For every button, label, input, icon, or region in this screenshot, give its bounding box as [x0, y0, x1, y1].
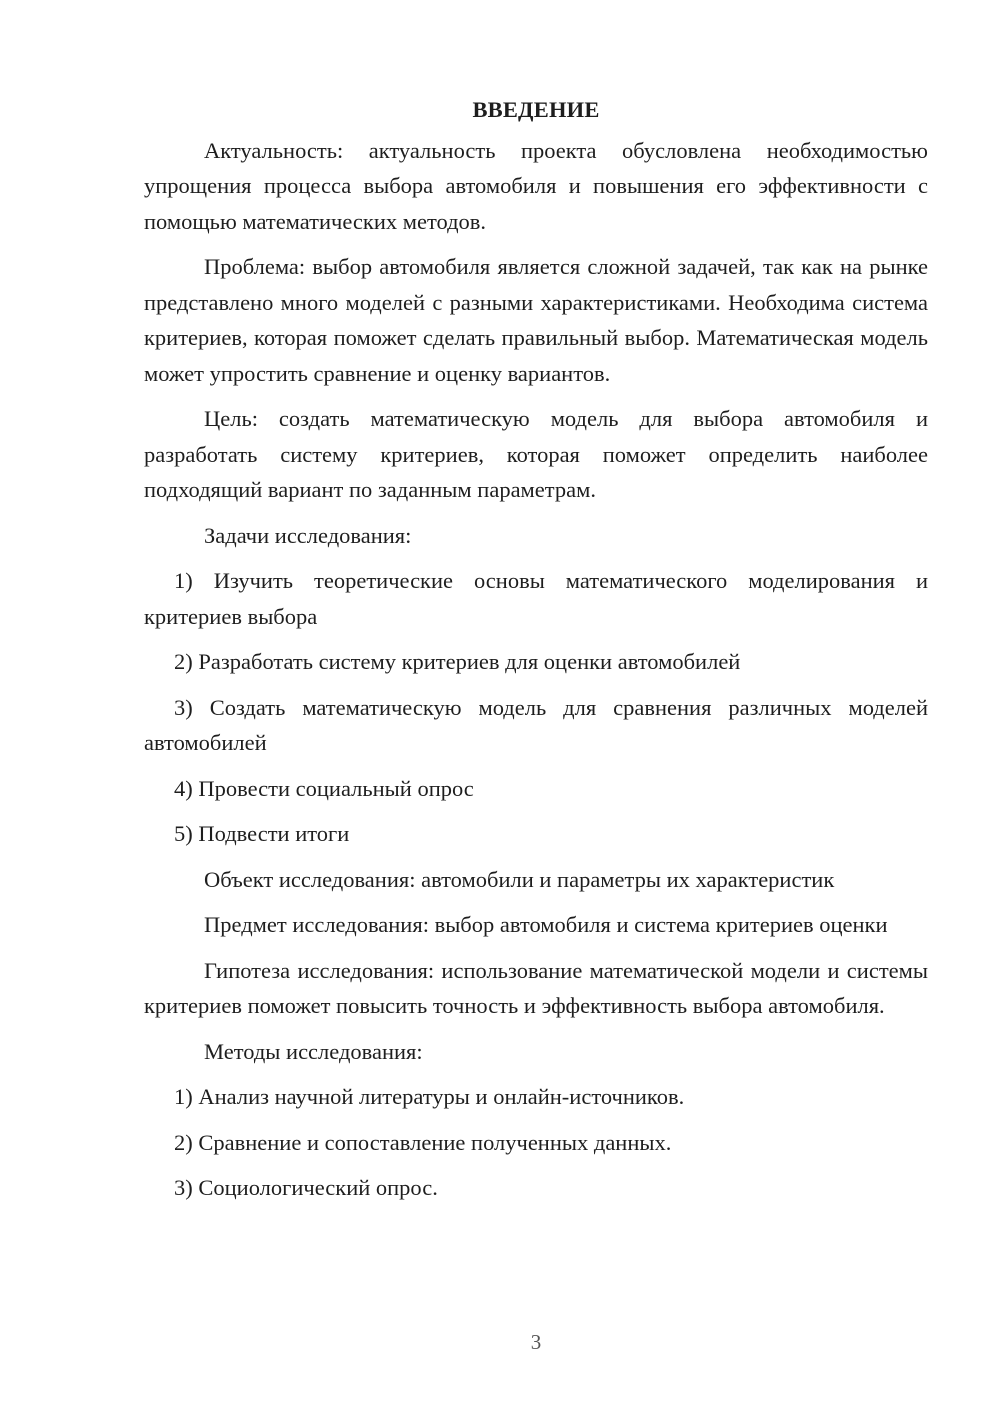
task-item: 4) Провести социальный опрос: [174, 775, 474, 801]
section-title: ВВЕДЕНИЕ: [472, 97, 600, 122]
relevance-paragraph: Актуальность: актуальность проекта обусловлена необходимостью упрощения процесса выбора автомобиля и повышения его эффективности с помощью математических методов.: [144, 137, 928, 234]
document-page: [144, 92, 928, 1216]
method-item: 1) Анализ научной литературы и онлайн-источников.: [174, 1084, 685, 1109]
task-item: 2) Разработать систему критериев для оценки автомобилей: [174, 649, 741, 674]
methods-heading: Методы исследования:: [204, 1038, 423, 1064]
method-item: 2) Сравнение и сопоставление полученных данных.: [174, 1129, 672, 1155]
page-number: 3: [530, 1330, 542, 1354]
task-item: 5) Подвести итоги: [174, 821, 350, 846]
tasks-heading: Задачи исследования:: [204, 522, 412, 548]
object-paragraph: Объект исследования: автомобили и параметры их характеристик: [204, 866, 835, 892]
hypothesis-paragraph: Гипотеза исследования: использование математической модели и системы критериев поможет повысить точность и эффективность выбора автомобиля.: [144, 957, 928, 1018]
task-item: 3) Создать математическую модель для сравнения различных моделей автомобилей: [144, 694, 928, 755]
method-item: 3) Социологический опрос.: [174, 1175, 438, 1200]
problem-paragraph: Проблема: выбор автомобиля является сложной задачей, так как на рынке представлено много моделей с разными характеристиками. Необходима система критериев, которая поможет сделать правильный выбор. Математическая модель может упростить сравнение и оценку вариантов.: [144, 254, 928, 386]
task-item: 1) Изучить теоретические основы математического моделирования и критериев выбора: [144, 568, 928, 629]
subject-paragraph: Предмет исследования: выбор автомобиля и система критериев оценки: [204, 912, 888, 937]
goal-paragraph: Цель: создать математическую модель для выбора автомобиля и разработать систему критериев, которая поможет определить наиболее подходящий вариант по заданным параметрам.: [144, 406, 928, 502]
